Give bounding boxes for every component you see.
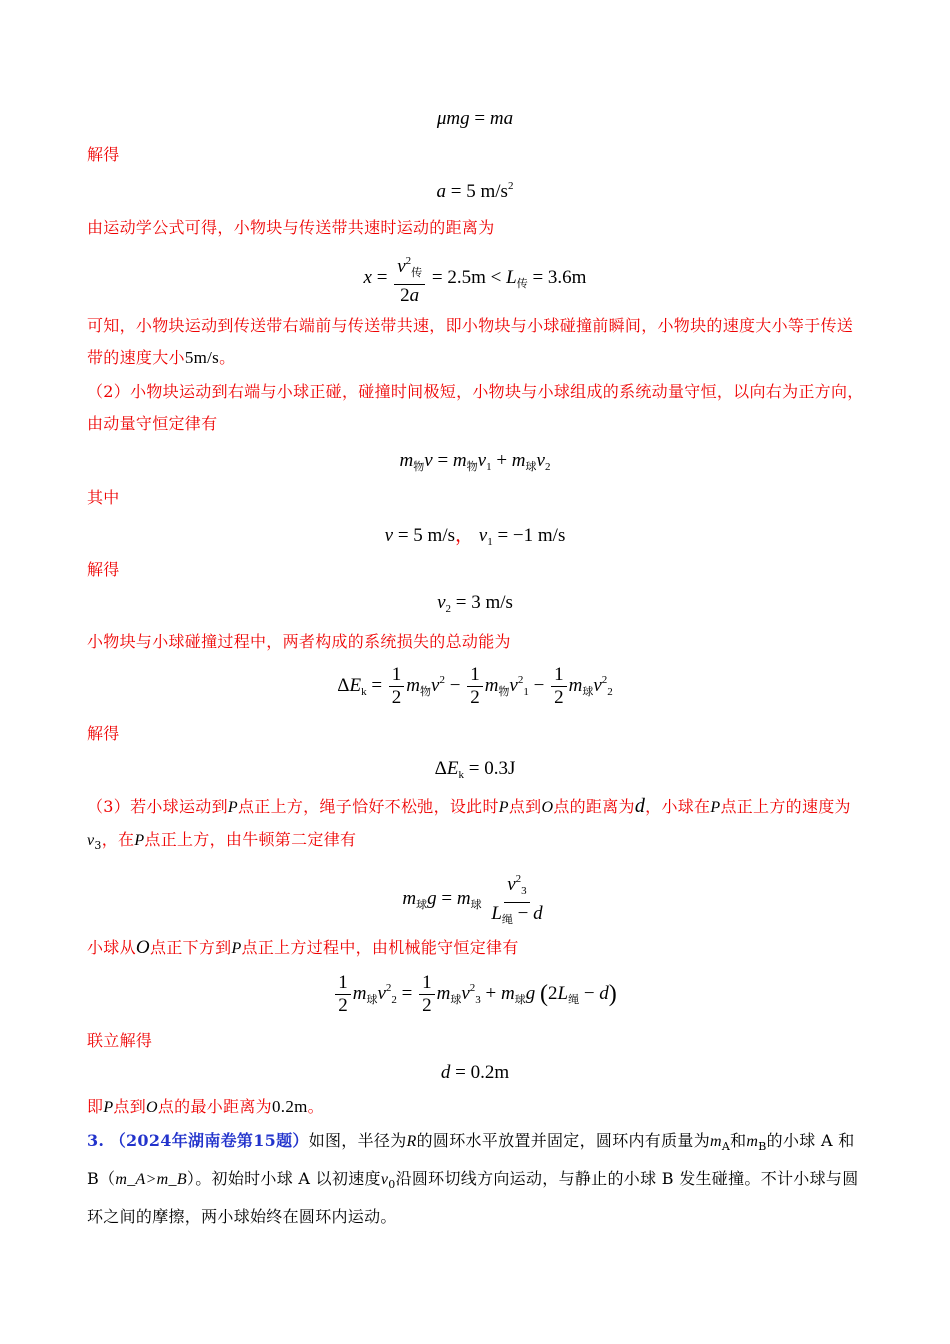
symbol-P: P — [710, 799, 721, 816]
symbol-P: P — [103, 1099, 114, 1116]
problem-text-4: 的小球 A 和 B（ — [87, 1131, 855, 1188]
final-text-a: 即 — [87, 1097, 104, 1116]
symbol-mA-sub: A — [721, 1140, 731, 1153]
problem-3 — [87, 1125, 867, 1233]
final-value: 0.2m — [271, 1097, 308, 1116]
problem-text-6: 沿圆环切线方向运动，与静止的小球 B 发生碰撞。不计小球与圆环之间的摩擦，两小球始终在圆环内运动。 — [87, 1169, 859, 1226]
symbol-v3-sub: 3 — [94, 839, 102, 852]
part3-text-g: ，在 — [101, 830, 135, 849]
equation-energy-result: $\Delta E_k = 0.3J$ — [434, 758, 516, 781]
symbol-P: P — [134, 832, 145, 849]
final-text-b: 点到 — [113, 1097, 146, 1116]
label-qizhong: 其中 — [87, 488, 120, 507]
symbol-O: O — [135, 937, 150, 958]
symbol-mA-gt-mB: m_A>m_B — [115, 1171, 187, 1188]
symbol-O: O — [146, 1099, 158, 1116]
symbol-mA: m — [710, 1133, 722, 1150]
symbol-v3: v — [87, 832, 95, 849]
equation-velocities: v = 5 m/s， $v_1 = -1$ m/s — [384, 525, 566, 548]
conclusion-1-value: 5m/s — [184, 348, 220, 367]
part3-text-h: 点正上方，由牛顿第二定律有 — [144, 830, 357, 849]
part3-text-b: 点正上方，绳子恰好不松弛，设此时 — [237, 797, 499, 816]
conclusion-1-text: 可知，小物块运动到传送带右端前与传送带共速，即小物块与小球碰撞前瞬间，小物块的速度大小等于传送带的速度大小 — [87, 316, 854, 367]
symbol-P: P — [231, 940, 242, 957]
label-jiede-1: 解得 — [87, 145, 120, 164]
symbol-v0-sub: 0 — [388, 1178, 396, 1191]
paragraph-conclusion-1 — [87, 310, 867, 374]
label-jiede-3: 解得 — [87, 724, 120, 743]
equation-distance: x = $\frac{v^2_传}{2a}$ = $2.5m < L_传 = 3.6m$ — [0, 250, 950, 307]
label-jiede-2: 解得 — [87, 560, 120, 579]
equation-friction: μmg = ma — [436, 108, 514, 129]
problem-source: （2024年湖南卷第15题） — [109, 1131, 309, 1150]
problem-number: 3. — [87, 1131, 105, 1150]
paragraph-mechanical — [87, 932, 867, 965]
mech-text-c: 点正上方过程中，由机械能守恒定律有 — [241, 938, 519, 957]
equation-momentum: $m_物v = m_物v_1 + m_球v_2$ — [399, 450, 551, 473]
equation-v2: $v_2 = 3$ m/s — [437, 592, 513, 615]
symbol-mB-sub: B — [758, 1140, 767, 1153]
part3-text-c: 点到 — [508, 797, 542, 816]
symbol-mB: m — [746, 1133, 759, 1150]
paragraph-final — [87, 1091, 867, 1124]
paragraph-kinematics: 由运动学公式可得，小物块与传送带共速时运动的距离为 — [87, 218, 495, 237]
equation-acceleration: a = 5 $m/s^2$ — [436, 180, 514, 202]
paragraph-part2: （2）小物块运动到右端与小球正碰，碰撞时间极短，小物块与小球组成的系统动量守恒，以向右为正方向，由动量守恒定律有 — [87, 382, 864, 433]
problem-text-5: ）。初始时小球 A 以初速度 — [186, 1169, 381, 1188]
symbol-d: d — [634, 795, 646, 817]
part3-text-a: （3）若小球运动到 — [87, 797, 228, 816]
paragraph-part3 — [87, 790, 867, 862]
problem-text-1: 如图，半径为 — [308, 1131, 407, 1150]
problem-text-2: 的圆环水平放置并固定，圆环内有质量为 — [416, 1131, 710, 1150]
part3-text-d: 点的距离为 — [553, 797, 635, 816]
symbol-P: P — [498, 799, 509, 816]
symbol-P: P — [227, 799, 238, 816]
mech-text-b: 点正下方到 — [149, 938, 232, 957]
part3-text-f: 点正上方的速度为 — [720, 797, 851, 816]
equation-d-result: d = 0.2m — [440, 1062, 510, 1083]
mech-text-a: 小球从 — [87, 938, 136, 957]
paragraph-energy-loss: 小物块与小球碰撞过程中，两者构成的系统损失的总动能为 — [87, 632, 511, 651]
symbol-R: R — [406, 1133, 417, 1150]
final-end: 。 — [307, 1097, 324, 1116]
part3-text-e: ，小球在 — [645, 797, 711, 816]
conclusion-1-end: 。 — [219, 348, 236, 367]
final-text-c: 点的最小距离为 — [157, 1097, 272, 1116]
equation-newton: $m_球g = m_球$ $\frac{v^2_3}{L_绳 - d}$ — [0, 868, 950, 931]
equation-energy: $\Delta E_k$ = $\frac{1}{2}$ $m_物v^2$ − $\frac{1}{2}$ $m_物v^2_1$ − $\frac{1}{2}$ $m_球v^2_2$ — [337, 664, 613, 708]
problem-text-3: 和 — [730, 1131, 747, 1150]
symbol-v0: v — [380, 1171, 389, 1188]
symbol-O: O — [541, 799, 554, 816]
label-lianli: 联立解得 — [87, 1031, 153, 1050]
equation-energy-conservation: $\frac{1}{2}$ $m_球v^2_2$ = $\frac{1}{2}$ $m_球v^2_3 + m_球g$ $(2L_绳 - d)$ — [0, 972, 950, 1017]
